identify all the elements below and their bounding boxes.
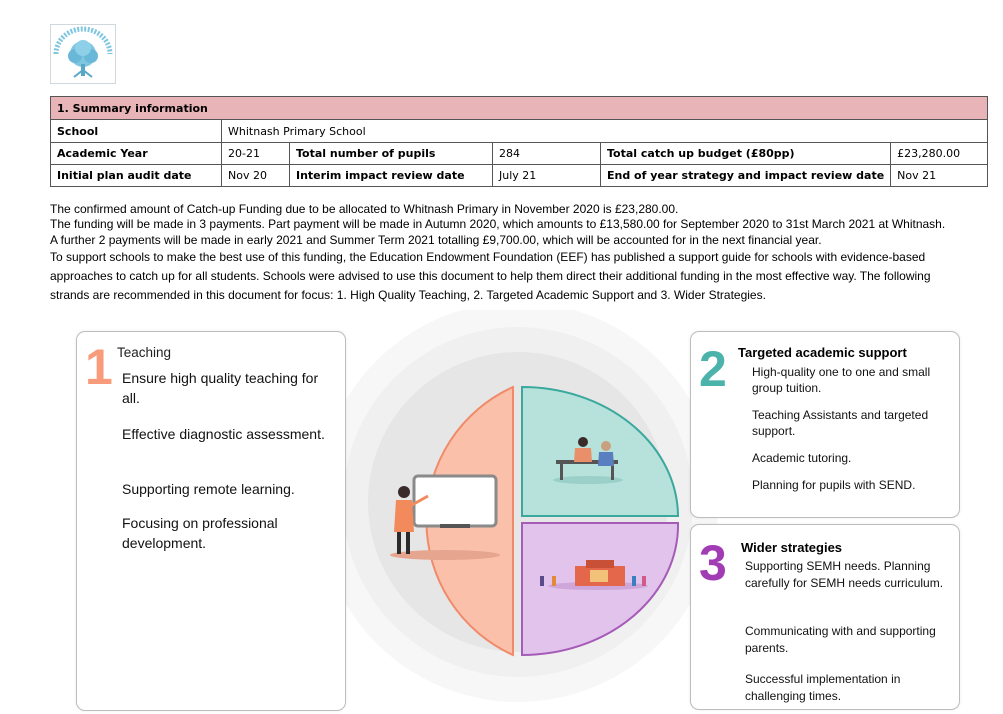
teaching-panel <box>76 331 346 711</box>
budget-value: £23,280.00 <box>891 143 988 165</box>
intro-line-1: The confirmed amount of Catch-up Funding due to be allocated to Whitnash Primary in November 2020 is £23,280.00. <box>50 202 679 216</box>
teaching-item-1: Ensure high quality teaching for all. <box>122 370 319 406</box>
wider-strategies-panel <box>690 524 960 710</box>
wider-item-2: Communicating with and supporting parents. <box>745 624 936 655</box>
targeted-support-panel <box>690 331 960 518</box>
teaching-item-4: Focusing on professional development. <box>122 515 278 551</box>
intro-line-2: The funding will be made in 3 payments. Part payment will be made in Autumn 2020, which amounts to £13,580.00 for September 2020 to 31st March 2021 at Whitnash. <box>50 217 946 232</box>
intro-line-3: A further 2 payments will be made in early 2021 and Summer Term 2021 totalling £9,700.00, which will be accounted for in the next financial year. <box>50 232 822 247</box>
targeted-item-4: Planning for pupils with SEND. <box>752 478 916 492</box>
intro-line-4: To support schools to make the best use of this funding, the Education Endowment Foundation (EEF) has published a support guide for schools with evidence-based approaches to catch up for all students. Schools were advised to use this document to help them direct their additional funding in the most effective way. The following strands are recommended in this document for focus: 1. High Quality Teaching, 2. Targeted Academic Support and 3. Wider Strategies. <box>50 249 931 302</box>
pupils-label: Total number of pupils <box>290 143 493 165</box>
targeted-title: Targeted academic support <box>738 345 907 360</box>
wider-item-3: Successful implementation in challenging times. <box>745 672 901 703</box>
budget-label: Total catch up budget (£80pp) <box>601 143 891 165</box>
targeted-item-3: Academic tutoring. <box>752 451 852 465</box>
audit-label: Initial plan audit date <box>51 165 222 187</box>
interim-value: July 21 <box>493 165 601 187</box>
panel-number-2: 2 <box>699 341 727 397</box>
panel-number-3: 3 <box>699 535 727 591</box>
audit-value: Nov 20 <box>222 165 290 187</box>
academic-year-label: Academic Year <box>51 143 222 165</box>
interim-label: Interim impact review date <box>290 165 493 187</box>
wider-title: Wider strategies <box>741 540 843 555</box>
school-label: School <box>51 120 222 143</box>
teaching-title: Teaching <box>117 345 172 360</box>
targeted-item-2: Teaching Assistants and targeted support. <box>752 408 929 438</box>
school-value: Whitnash Primary School <box>222 120 988 143</box>
intro-text <box>50 202 960 305</box>
panel-number-1: 1 <box>85 339 113 395</box>
school-logo <box>50 24 116 84</box>
end-value: Nov 21 <box>891 165 988 187</box>
academic-year-value: 20-21 <box>222 143 290 165</box>
teaching-item-2: Effective diagnostic assessment. <box>122 426 325 442</box>
teaching-item-3: Supporting remote learning. <box>122 481 295 497</box>
summary-heading: 1. Summary information <box>51 97 988 120</box>
targeted-item-1: High-quality one to one and small group tuition. <box>752 365 931 395</box>
pupils-value: 284 <box>493 143 601 165</box>
wider-item-1: Supporting SEMH needs. Planning carefully for SEMH needs curriculum. <box>745 559 944 590</box>
summary-table <box>50 96 988 187</box>
end-label: End of year strategy and impact review date <box>601 165 891 187</box>
